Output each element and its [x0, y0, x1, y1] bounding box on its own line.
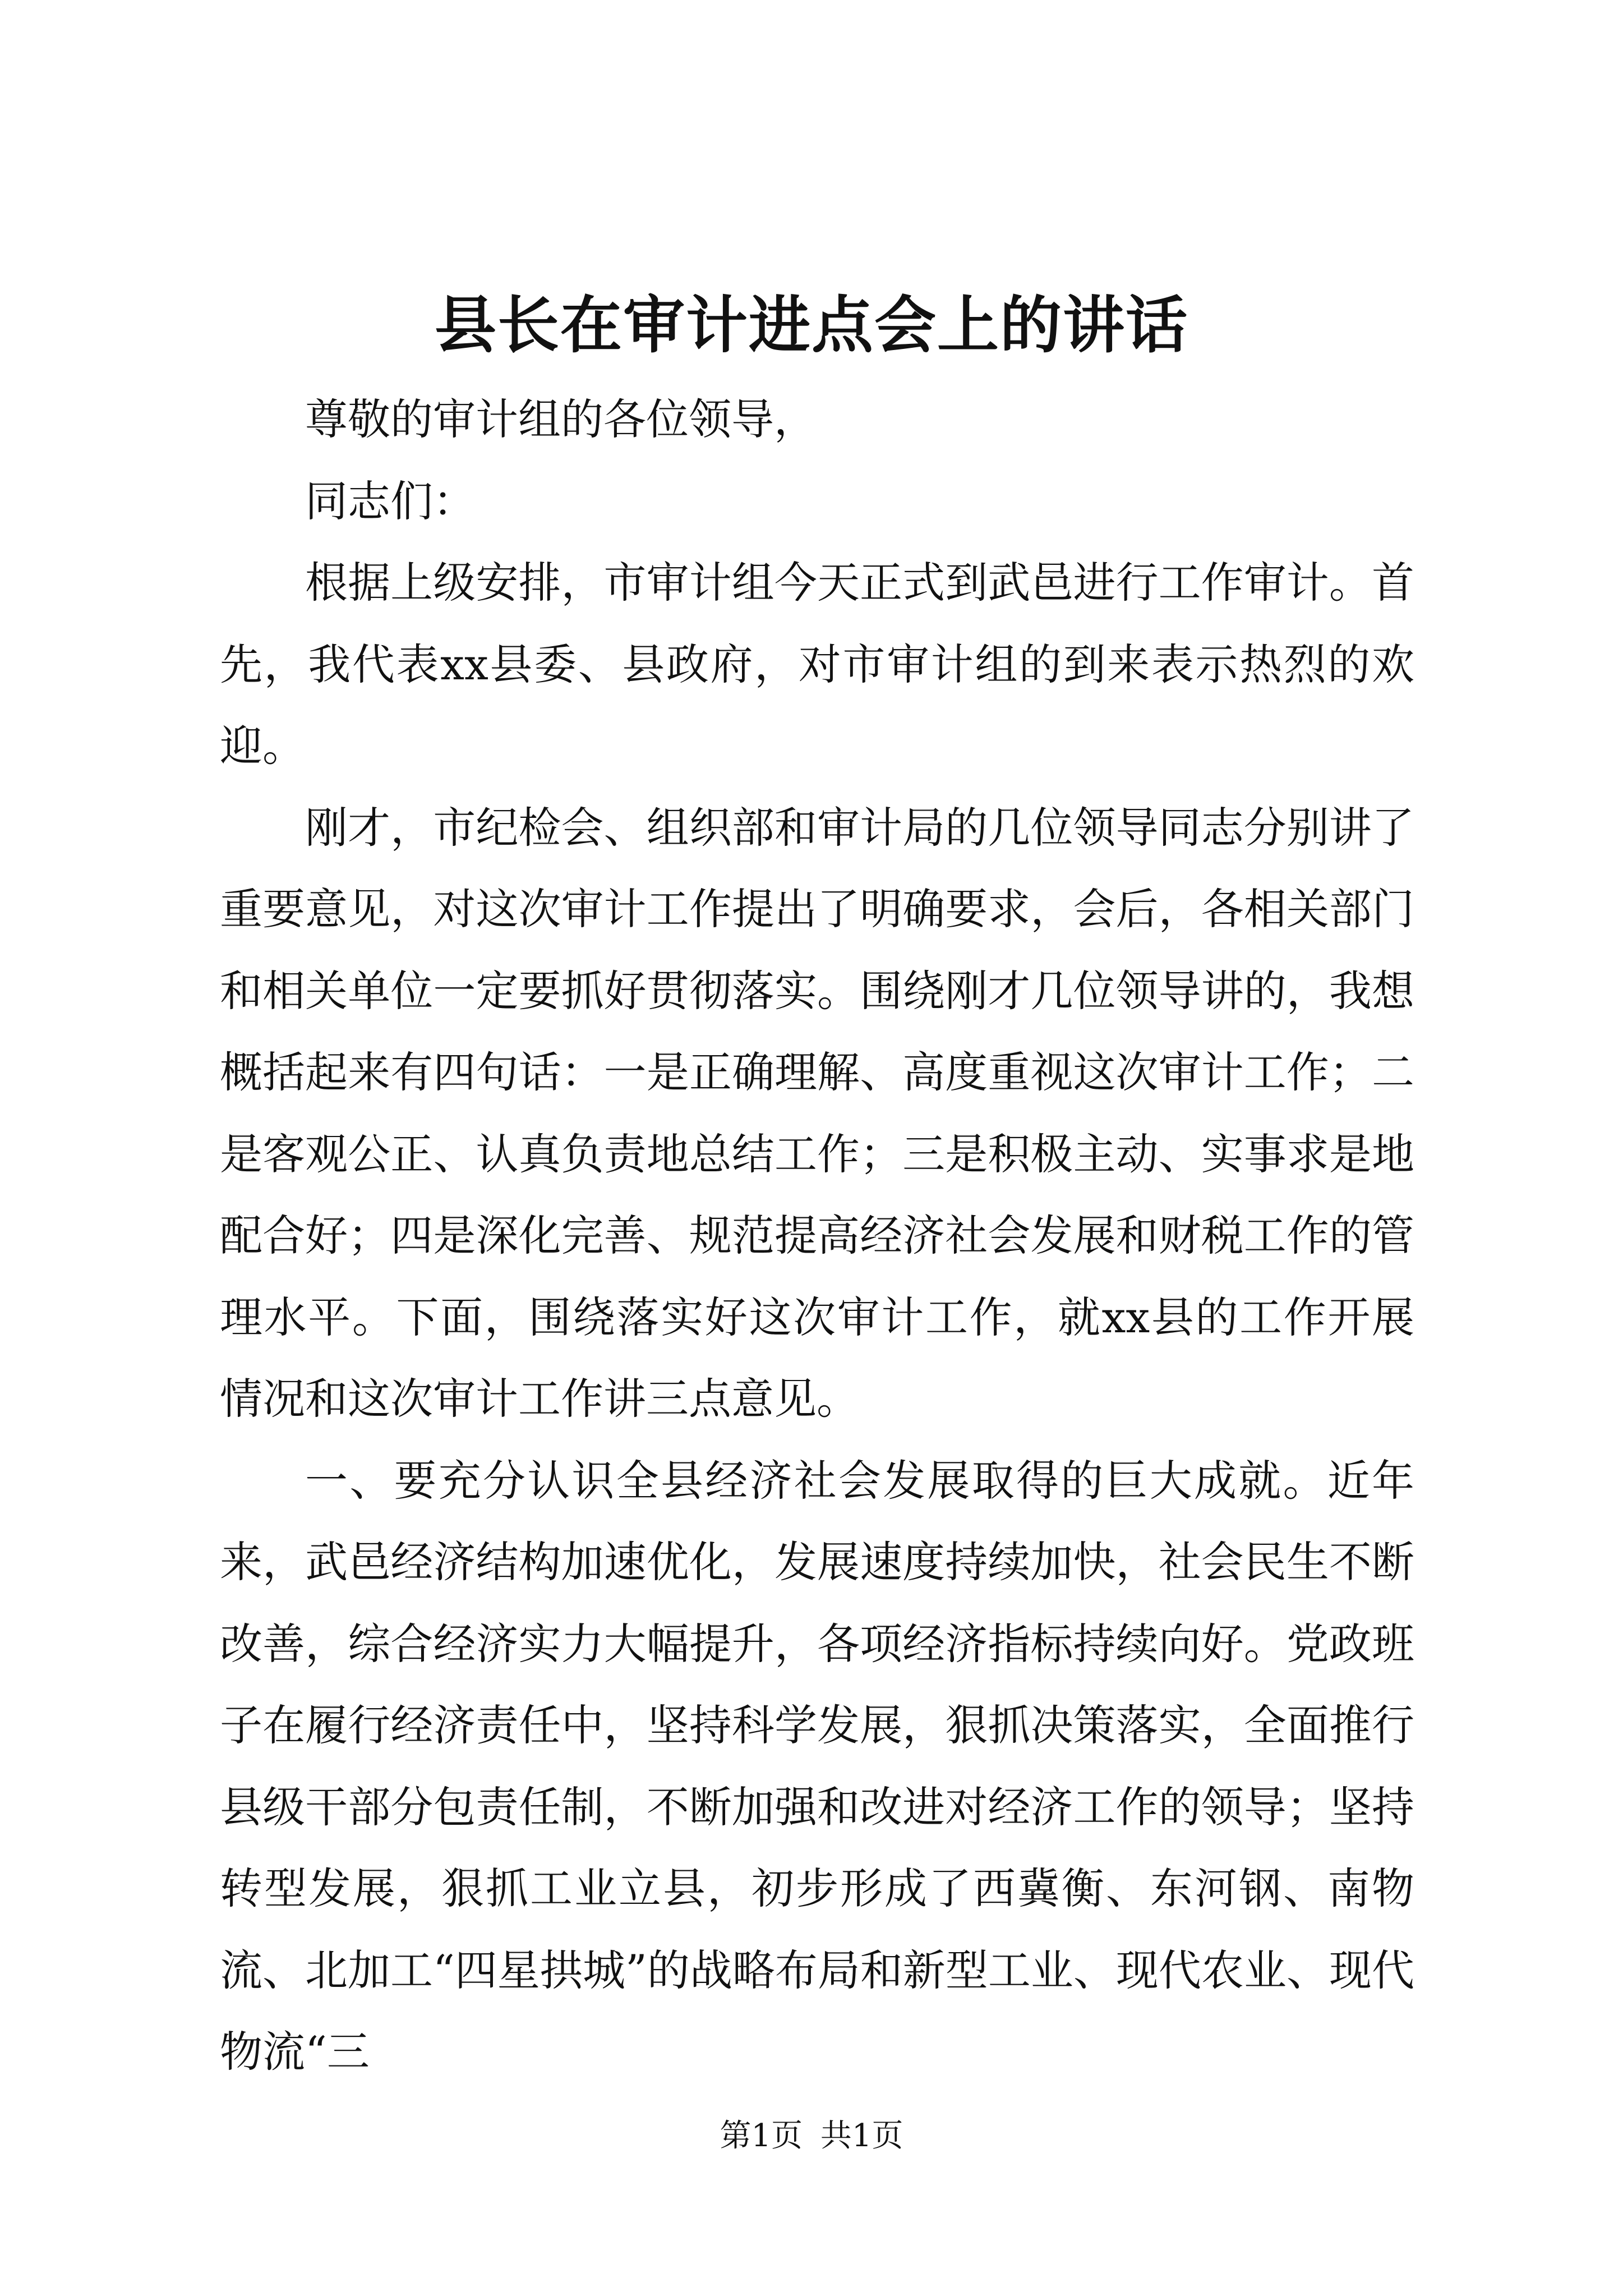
- body-paragraph: 刚才，市纪检会、组织部和审计局的几位领导同志分别讲了重要意见，对这次审计工作提出了明确要求，会后，各相关部门和相关单位一定要抓好贯彻落实。围绕刚才几位领导讲的，我想概括起来有四句话：一是正确理解、高度重视这次审计工作；二是客观公正、认真负责地总结工作；三是积极主动、实事求是地配合好；四是深化完善、规范提高经济社会发展和财税工作的管理水平。下面，围绕落实好这次审计工作，就xx县的工作开展情况和这次审计工作讲三点意见。: [220, 802, 1414, 1424]
- body-paragraph: 根据上级安排，市审计组今天正式到武邑进行工作审计。首先，我代表xx县委、县政府，对市审计组的到来表示热烈的欢迎。: [220, 558, 1414, 771]
- page-number-footer: 第1页 共1页: [720, 2118, 903, 2154]
- document-title: 县长在审计进点会上的讲话: [435, 289, 1188, 361]
- body-paragraph: 一、要充分认识全县经济社会发展取得的巨大成就。近年来，武邑经济结构加速优化，发展速度持续加快，社会民生不断改善，综合经济实力大幅提升，各项经济指标持续向好。党政班子在履行经济责任中，坚持科学发展，狠抓决策落实，全面推行县级干部分包责任制，不断加强和改进对经济工作的领导；坚持转型发展，狠抓工业立县，初步形成了西冀衡、东河钢、南物流、北加工“四星拱城”的战略布局和新型工业、现代农业、现代物流“三: [220, 1455, 1414, 2077]
- salutation-line: 同志们：: [305, 476, 476, 526]
- salutation-line: 尊敬的审计组的各位领导，: [305, 394, 817, 444]
- document-body: [220, 379, 1414, 2093]
